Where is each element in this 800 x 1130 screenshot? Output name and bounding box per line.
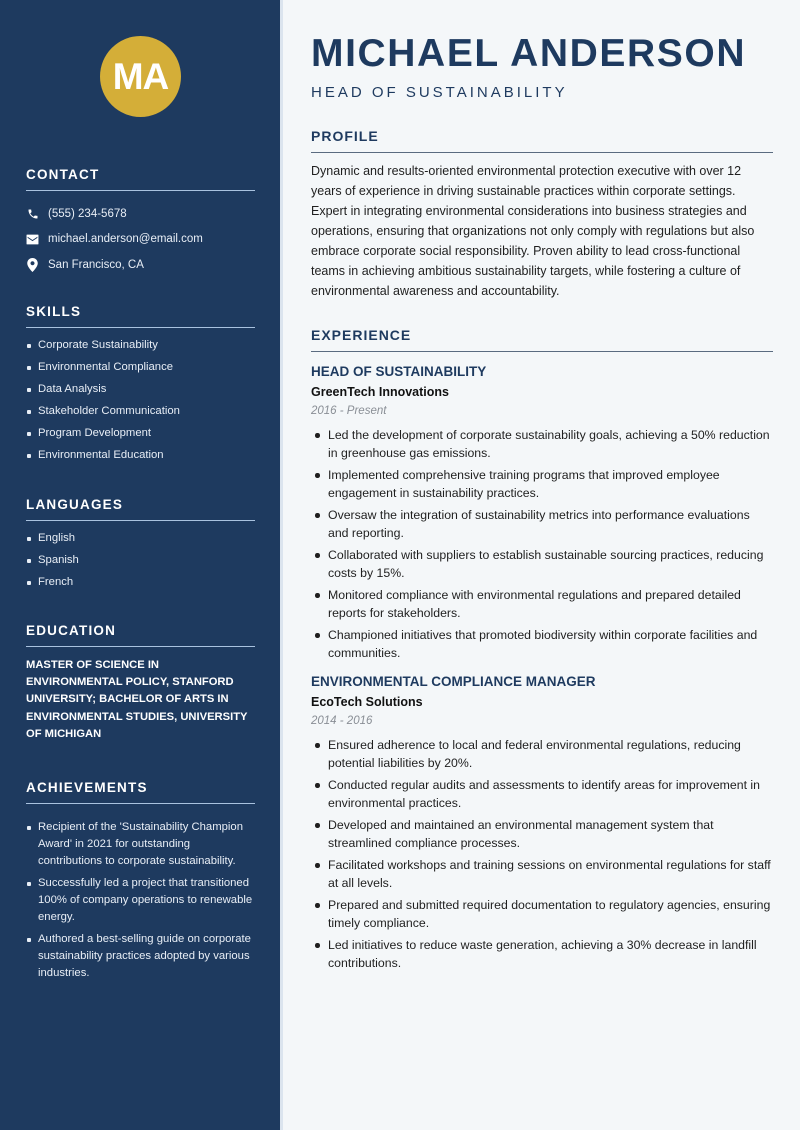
languages-list xyxy=(26,530,255,591)
avatar xyxy=(100,36,181,117)
avatar-initials: MA xyxy=(112,55,169,97)
phone-icon xyxy=(26,207,39,220)
job-entry xyxy=(311,674,773,972)
skills-section xyxy=(26,304,255,469)
profile-heading: PROFILE xyxy=(311,128,773,153)
job-bullet: Led the development of corporate sustainability goals, achieving a 50% reduction in greenhouse gas emissions. xyxy=(311,426,773,462)
education-heading: EDUCATION xyxy=(26,623,255,647)
job-bullet: Oversaw the integration of sustainability metrics into performance evaluations and reporting. xyxy=(311,506,773,542)
job-company: EcoTech Solutions xyxy=(311,695,423,709)
job-bullet: Led initiatives to reduce waste generation, achieving a 30% decrease in landfill contributions. xyxy=(311,936,773,972)
job-dates: 2014 - 2016 xyxy=(311,715,373,727)
skill-item: Data Analysis xyxy=(26,381,255,398)
job-role: ENVIRONMENTAL COMPLIANCE MANAGER xyxy=(311,674,596,689)
experience-heading: EXPERIENCE xyxy=(311,327,773,352)
achievement-item: Authored a best-selling guide on corporate sustainability practices adopted by various industries. xyxy=(26,931,255,982)
language-item: Spanish xyxy=(26,552,255,569)
phone-text[interactable]: (555) 234-5678 xyxy=(48,207,127,220)
achievements-list xyxy=(26,819,255,982)
job-entry xyxy=(311,364,773,662)
job-company: GreenTech Innovations xyxy=(311,385,449,399)
job-bullet: Ensured adherence to local and federal environmental regulations, reducing potential liabilities by 20%. xyxy=(311,736,773,772)
profile-section xyxy=(311,128,773,301)
experience-section xyxy=(311,327,773,976)
sidebar xyxy=(0,0,280,1130)
job-bullet: Monitored compliance with environmental regulations and prepared detailed reports for stakeholders. xyxy=(311,586,773,622)
education-section xyxy=(26,623,255,743)
skill-item: Environmental Education xyxy=(26,447,255,464)
candidate-title: HEAD OF SUSTAINABILITY xyxy=(311,84,568,101)
location-text: San Francisco, CA xyxy=(48,258,144,271)
job-dates: 2016 - Present xyxy=(311,405,387,417)
job-bullets xyxy=(311,736,773,972)
skill-item: Stakeholder Communication xyxy=(26,403,255,420)
candidate-name: MICHAEL ANDERSON xyxy=(311,32,747,75)
job-bullet: Collaborated with suppliers to establish sustainable sourcing practices, reducing costs by 15%. xyxy=(311,546,773,582)
profile-text: Dynamic and results-oriented environmental protection executive with over 12 years of experience in driving sustainable practices within corporate settings. Expert in integrating environmental considerations into business strategies and operations, ensuring that organizations not only comply with regulations but also embrace corporate social responsibility. Proven ability to lead cross-functional teams in achieving ambitious sustainability targets, while fostering a culture of environmental awareness and accountability. xyxy=(311,164,755,298)
contact-location xyxy=(26,252,255,278)
email-text[interactable]: michael.anderson@email.com xyxy=(48,233,203,246)
job-bullet: Conducted regular audits and assessments to identify areas for improvement in environmental practices. xyxy=(311,776,773,812)
skills-heading: SKILLS xyxy=(26,304,255,328)
skill-item: Program Development xyxy=(26,425,255,442)
job-bullet: Developed and maintained an environmental management system that streamlined compliance processes. xyxy=(311,816,773,852)
job-bullet: Championed initiatives that promoted biodiversity within corporate facilities and communities. xyxy=(311,626,773,662)
contact-phone xyxy=(26,201,255,227)
job-bullet: Facilitated workshops and training sessions on environmental regulations for staff at all levels. xyxy=(311,856,773,892)
education-text: MASTER OF SCIENCE IN ENVIRONMENTAL POLICY, STANFORD UNIVERSITY; BACHELOR OF ARTS IN ENVIRONMENTAL STUDIES, UNIVERSITY OF MICHIGAN xyxy=(26,659,248,740)
languages-section xyxy=(26,497,255,596)
contact-section xyxy=(26,167,255,278)
job-bullet: Implemented comprehensive training programs that improved employee engagement in sustainability practices. xyxy=(311,466,773,502)
contact-heading: CONTACT xyxy=(26,167,255,191)
achievement-item: Recipient of the 'Sustainability Champion Award' in 2021 for outstanding contributions to corporate sustainability. xyxy=(26,819,255,870)
job-bullet: Prepared and submitted required documentation to regulatory agencies, ensuring timely compliance. xyxy=(311,896,773,932)
email-icon xyxy=(26,233,39,246)
skill-item: Environmental Compliance xyxy=(26,359,255,376)
job-role: HEAD OF SUSTAINABILITY xyxy=(311,364,487,379)
job-bullets xyxy=(311,426,773,662)
languages-heading: LANGUAGES xyxy=(26,497,255,521)
skills-list xyxy=(26,337,255,464)
location-pin-icon xyxy=(26,258,39,271)
language-item: English xyxy=(26,530,255,547)
achievements-section xyxy=(26,780,255,987)
contact-list xyxy=(26,201,255,278)
main-content xyxy=(280,0,800,1130)
skill-item: Corporate Sustainability xyxy=(26,337,255,354)
achievement-item: Successfully led a project that transitioned 100% of company operations to renewable energy. xyxy=(26,875,255,926)
language-item: French xyxy=(26,574,255,591)
contact-email xyxy=(26,227,255,253)
achievements-heading: ACHIEVEMENTS xyxy=(26,780,255,804)
